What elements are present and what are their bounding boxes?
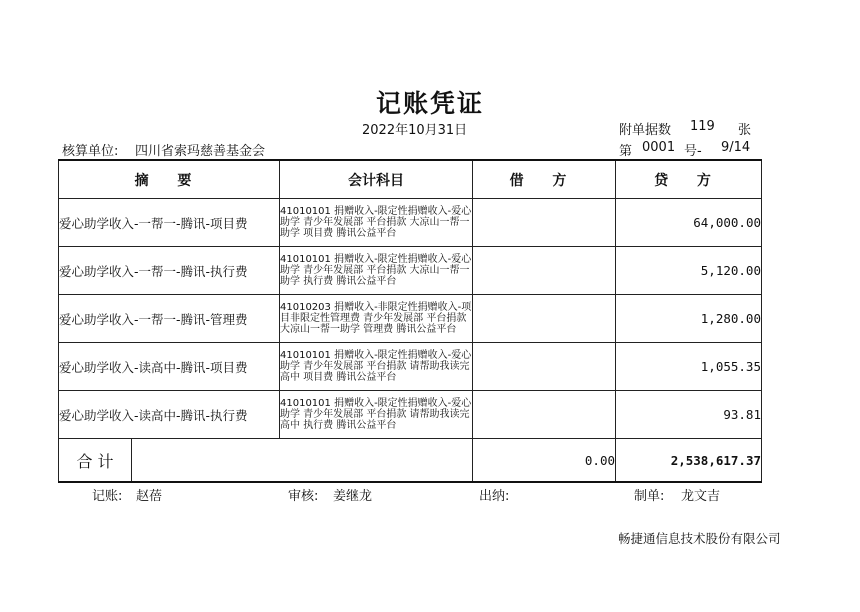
row-account: 41010101 捐赠收入-限定性捐赠收入-爱心助学 青少年发展部 平台捐款 请帮助我读完高中 执行费 腾讯公益平台: [280, 391, 473, 439]
reviewer-name: 姜继龙: [333, 489, 373, 504]
total-credit: 2,538,617.37: [616, 439, 762, 483]
footer-company: 畅捷通信息技术股份有限公司: [618, 531, 781, 546]
attachments-count: 119: [690, 119, 715, 134]
total-row: [59, 439, 762, 483]
cashier-label: 出纳:: [479, 489, 510, 504]
voucher-title: 记账凭证: [375, 89, 484, 118]
row-debit: [473, 343, 616, 391]
voucher-page: 9/14: [721, 140, 751, 155]
bookkeeper-label: 记账:: [92, 489, 123, 504]
preparer-label: 制单:: [634, 489, 665, 504]
row-summary: 爱心助学收入-一帮一-腾讯-项目费: [59, 199, 280, 247]
table-row: [59, 199, 762, 247]
unit-name: 四川省索玛慈善基金会: [135, 144, 266, 159]
row-summary: 爱心助学收入-一帮一-腾讯-管理费: [59, 295, 280, 343]
row-credit: 64,000.00: [616, 199, 762, 247]
row-summary: 爱心助学收入-读高中-腾讯-执行费: [59, 391, 280, 439]
row-credit: 1,055.35: [616, 343, 762, 391]
row-credit: 5,120.00: [616, 247, 762, 295]
unit-label: 核算单位:: [62, 144, 119, 159]
row-credit: 1,280.00: [616, 295, 762, 343]
row-account: 41010101 捐赠收入-限定性捐赠收入-爱心助学 青少年发展部 平台捐款 大凉山一帮一助学 执行费 腾讯公益平台: [280, 247, 473, 295]
row-credit: 93.81: [616, 391, 762, 439]
row-summary: 爱心助学收入-一帮一-腾讯-执行费: [59, 247, 280, 295]
table-header-row: [59, 160, 762, 199]
row-debit: [473, 295, 616, 343]
total-label: 合 计: [59, 439, 132, 481]
column-header-credit: 贷 方: [616, 160, 762, 199]
row-account: 41010203 捐赠收入-非限定性捐赠收入-项目非限定性管理费 青少年发展部 平台捐款 大凉山一帮一助学 管理费 腾讯公益平台: [280, 295, 473, 343]
total-debit: 0.00: [473, 439, 616, 483]
voucher-date: 2022年10月31日: [362, 123, 468, 138]
column-header-debit: 借 方: [473, 160, 616, 199]
attachments-label: 附单据数: [619, 123, 672, 138]
attachments-unit: 张: [738, 123, 752, 138]
row-debit: [473, 199, 616, 247]
voucher-table: [58, 159, 762, 483]
column-header-account: 会计科目: [280, 160, 473, 199]
row-account: 41010101 捐赠收入-限定性捐赠收入-爱心助学 青少年发展部 平台捐款 大凉山一帮一助学 项目费 腾讯公益平台: [280, 199, 473, 247]
column-header-summary: 摘 要: [59, 160, 280, 199]
reviewer-label: 审核:: [288, 489, 319, 504]
row-account: 41010101 捐赠收入-限定性捐赠收入-爱心助学 青少年发展部 平台捐款 请帮助我读完高中 项目费 腾讯公益平台: [280, 343, 473, 391]
preparer-name: 龙文吉: [681, 489, 721, 504]
row-debit: [473, 391, 616, 439]
table-row: [59, 295, 762, 343]
row-summary: 爱心助学收入-读高中-腾讯-项目费: [59, 343, 280, 391]
total-cell: [59, 439, 473, 483]
table-row: [59, 343, 762, 391]
voucher-number-prefix: 第: [619, 144, 633, 159]
voucher-number-suffix: 号-: [684, 144, 702, 159]
table-row: [59, 247, 762, 295]
bookkeeper-name: 赵蓓: [136, 489, 163, 504]
voucher-number: 0001: [642, 140, 676, 155]
row-debit: [473, 247, 616, 295]
table-row: [59, 391, 762, 439]
